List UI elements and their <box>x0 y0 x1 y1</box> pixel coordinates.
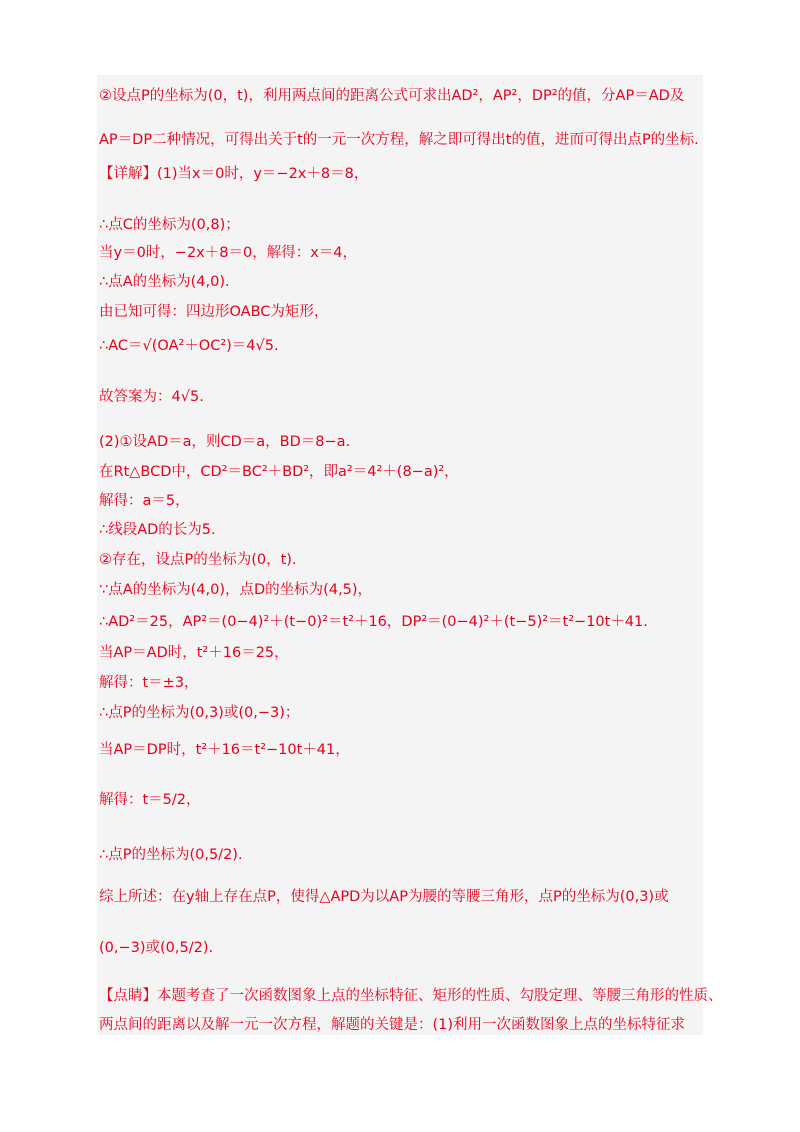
line-case-ap-ad: 当AP＝AD时，t²＋16＝25， <box>99 645 289 661</box>
line-p-coordinates-2: ∴点P的坐标为(0,5/2). <box>99 847 243 863</box>
comment-header: 【点睛】本题考查了一次函数图象上点的坐标特征、矩形的性质、勾股定理、等腰三角形的性质、 <box>99 988 723 1004</box>
line-a-coordinate: ∴点A的坐标为(4,0). <box>99 274 230 290</box>
line-ad-length: ∴线段AD的长为5. <box>99 522 216 538</box>
detailed-solution-header: 【详解】(1)当x＝0时，y＝−2x＋8＝8， <box>99 166 369 182</box>
line-solve-t-1: 解得：t＝±3， <box>99 675 199 691</box>
line-1: ②设点P的坐标为(0，t)，利用两点间的距离公式可求出AD²，AP²，DP²的值，分AP＝AD及 <box>99 88 685 104</box>
line-summary-cont: (0,−3)或(0,5/2). <box>99 940 214 956</box>
line-y-zero: 当y＝0时，−2x＋8＝0，解得：x＝4， <box>99 245 358 261</box>
line-p-coordinates-1: ∴点P的坐标为(0,3)或(0,−3)； <box>99 705 300 721</box>
line-summary: 综上所述：在y轴上存在点P，使得△APD为以AP为腰的等腰三角形，点P的坐标为(0,3)或 <box>99 889 669 905</box>
line-part-2: (2)①设AD＝a，则CD＝a，BD＝8−a. <box>99 434 351 450</box>
line-exists-p: ②存在，设点P的坐标为(0，t). <box>99 552 297 568</box>
line-ac-length: ∴AC＝√(OA²＋OC²)＝4√5. <box>99 338 279 354</box>
line-answer-1: 故答案为：4√5. <box>99 389 204 405</box>
line-rectangle: 由已知可得：四边形OABC为矩形， <box>99 304 329 320</box>
line-pythagoras: 在Rt△BCD中，CD²＝BC²＋BD²，即a²＝4²＋(8−a)²， <box>99 464 459 480</box>
line-a-d-coordinates: ∵点A的坐标为(4,0)，点D的坐标为(4,5)， <box>99 582 373 598</box>
comment-cont: 两点间的距离以及解一元一次方程，解题的关键是：(1)利用一次函数图象上点的坐标特征求 <box>99 1017 686 1033</box>
line-2: AP＝DP二种情况，可得出关于t的一元一次方程，解之即可得出t的值，进而可得出点P的坐标. <box>99 132 699 148</box>
line-solve-t-2: 解得：t＝5/2， <box>99 792 201 808</box>
line-case-ap-dp: 当AP＝DP时，t²＋16＝t²−10t＋41， <box>99 742 350 758</box>
line-distances: ∴AD²＝25，AP²＝(0−4)²＋(t−0)²＝t²＋16，DP²＝(0−4)²＋(t−5)²＝t²−10t＋41. <box>99 614 648 630</box>
line-solve-a: 解得：a＝5， <box>99 493 190 509</box>
line-c-coordinate: ∴点C的坐标为(0,8)； <box>99 217 240 233</box>
